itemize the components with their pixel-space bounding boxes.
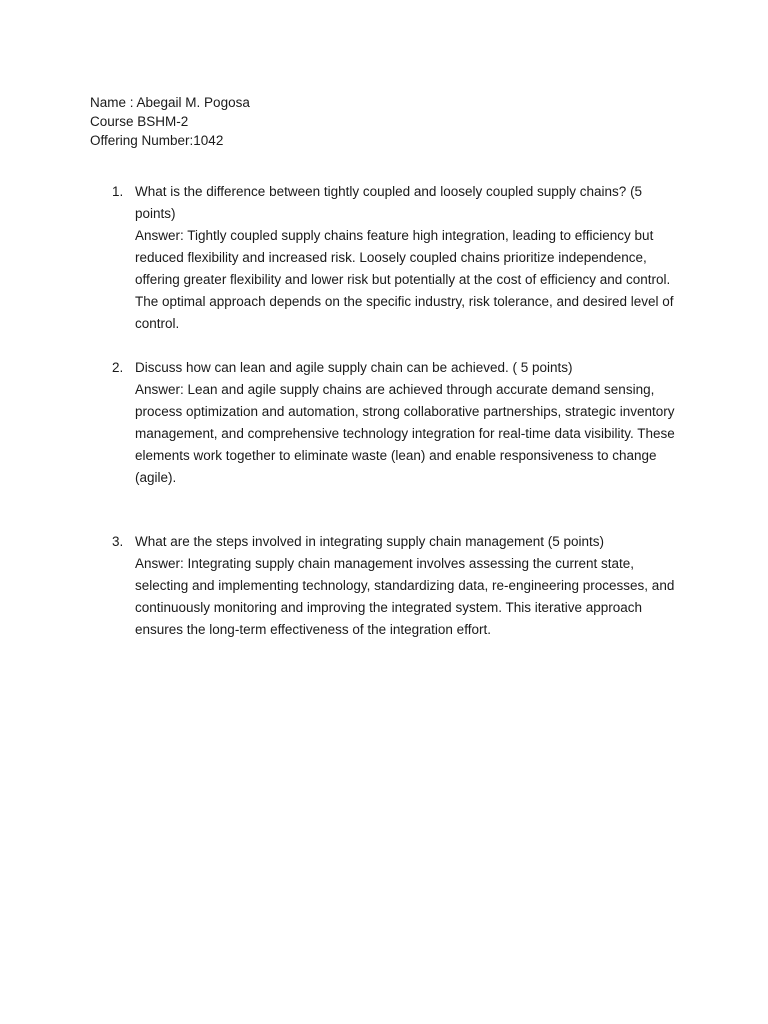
question-number: 3.	[112, 534, 124, 549]
student-info-header	[90, 93, 250, 150]
spacer	[0, 489, 768, 531]
spacer	[0, 335, 768, 357]
question-number: 2.	[112, 360, 124, 375]
question-item-1	[0, 181, 680, 335]
student-name: Name : Abegail M. Pogosa	[90, 95, 250, 110]
answer-text: Answer: Integrating supply chain management involves assessing the current state, selecting and implementing technology, standardizing data, re-engineering processes, and continuously monitoring and improving the integrated system. This iterative approach ensures the long-term effectiveness of the integration effort.	[135, 556, 675, 637]
question-item-3	[0, 531, 680, 641]
answer-text: Answer: Tightly coupled supply chains feature high integration, leading to efficiency but reduced flexibility and increased risk. Loosely coupled chains prioritize independence, offering greater flexibility and lower risk but potentially at the cost of efficiency and control. The optimal approach depends on the specific industry, risk tolerance, and desired level of control.	[135, 228, 674, 331]
question-item-2	[0, 357, 680, 489]
question-list	[0, 181, 768, 641]
answer-text: Answer: Lean and agile supply chains are achieved through accurate demand sensing, process optimization and automation, strong collaborative partnerships, strategic inventory management, and comprehensive technology integration for real-time data visibility. These elements work together to eliminate waste (lean) and enable responsiveness to change (agile).	[135, 382, 675, 485]
offering-number: Offering Number:1042	[90, 133, 224, 148]
question-text: What is the difference between tightly coupled and loosely coupled supply chains? (5 points)	[135, 184, 643, 221]
course-label: Course BSHM-2	[90, 114, 189, 129]
question-text: What are the steps involved in integrating supply chain management (5 points)	[135, 534, 605, 549]
question-text: Discuss how can lean and agile supply chain can be achieved. ( 5 points)	[135, 360, 573, 375]
question-number: 1.	[112, 184, 124, 199]
